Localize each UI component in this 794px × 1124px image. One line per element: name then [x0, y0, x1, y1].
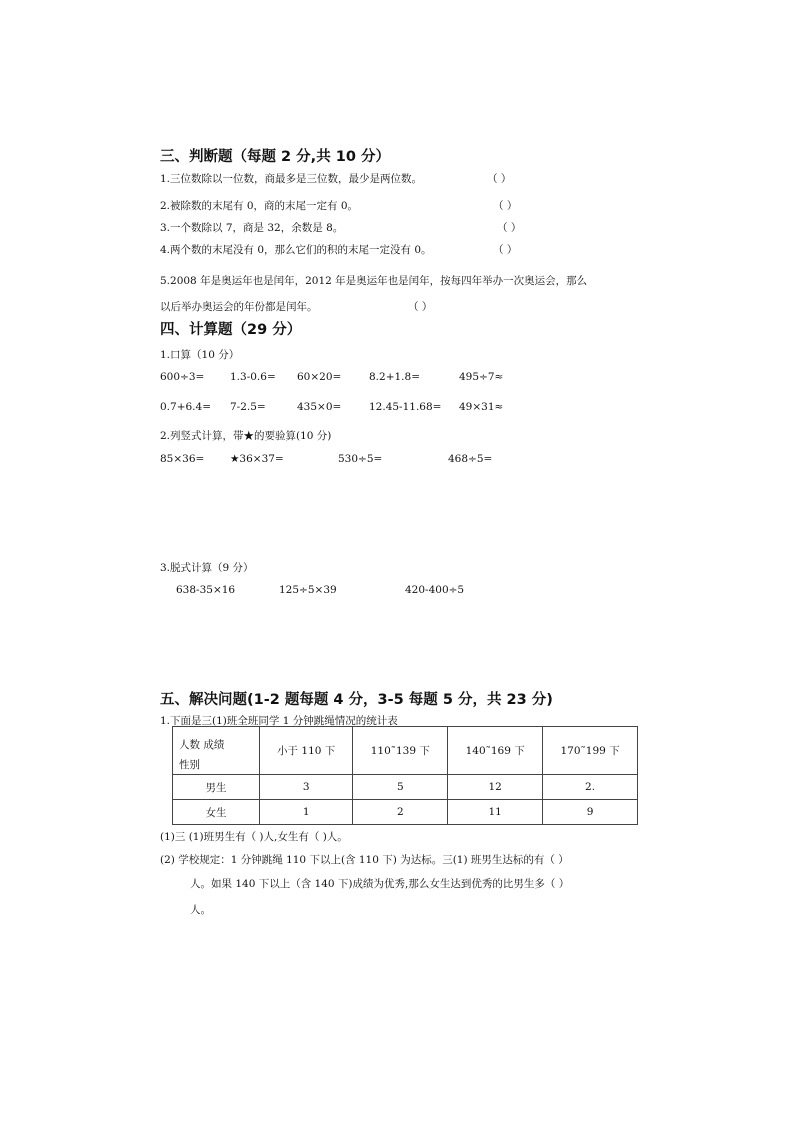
table-corner-cell [173, 727, 260, 775]
oral-calc-item: 1.3-0.6= [230, 371, 276, 383]
problem-1-intro: 1.下面是三(1)班全班同学 1 分钟跳绳情况的统计表 [160, 715, 398, 727]
table-row [173, 800, 638, 825]
vertical-calc-item: 530÷5= [338, 453, 383, 465]
judge-answer-paren-4[interactable]: （ ） [493, 244, 518, 256]
column-header: 小于 110 下 [260, 727, 353, 775]
corner-label-top: 人数 成绩 [179, 739, 225, 751]
table-row [173, 775, 638, 800]
vertical-calc-item: ★36×37= [230, 453, 284, 465]
oral-calc-label: 1.口算（10 分） [160, 349, 240, 361]
oral-calc-item: 7-2.5= [230, 401, 266, 413]
stepwise-calc-item: 125÷5×39 [279, 584, 337, 596]
row-label: 男生 [173, 775, 260, 800]
section3-title: 三、判断题（每题 2 分,共 10 分） [160, 149, 390, 165]
vertical-calc-label: 2.列竖式计算，带★的要验算(10 分) [160, 430, 332, 442]
oral-calc-item: 435×0= [297, 401, 342, 413]
judge-answer-paren-5[interactable]: （ ） [408, 301, 433, 313]
table-cell: 12 [448, 775, 543, 800]
section5-title: 五、解决问题(1-2 题每题 4 分，3-5 每题 5 分，共 23 分) [160, 692, 553, 708]
judge-answer-paren-3[interactable]: （ ） [497, 222, 522, 234]
oral-calc-item: 0.7+6.4= [160, 401, 211, 413]
oral-calc-item: 49×31≈ [459, 401, 504, 413]
judge-item-1: 1.三位数除以一位数，商最多是三位数，最少是两位数。 [160, 173, 423, 185]
oral-calc-item: 12.45-11.68= [369, 401, 442, 413]
table-cell: 2 [353, 800, 448, 825]
stepwise-calc-item: 420-400÷5 [405, 584, 465, 596]
column-header: 170˜199 下 [543, 727, 638, 775]
table-cell: 9 [543, 800, 638, 825]
sub-question-2-line1: (2) 学校规定：1 分钟跳绳 110 下以上(含 110 下) 为达标。三(1) 班男生达标的有（ ） [160, 854, 569, 866]
oral-calc-item: 600÷3= [160, 371, 205, 383]
table-cell: 3 [260, 775, 353, 800]
column-header: 140˜169 下 [448, 727, 543, 775]
judge-item-3: 3.一个数除以 7，商是 32，余数是 8。 [160, 222, 344, 234]
oral-calc-item: 60×20= [297, 371, 342, 383]
stepwise-calc-label: 3.脱式计算（9 分） [160, 562, 254, 574]
table-cell: 5 [353, 775, 448, 800]
table-cell: 2. [543, 775, 638, 800]
corner-label-bottom: 性别 [179, 759, 200, 771]
row-label: 女生 [173, 800, 260, 825]
jump-rope-stats-table [172, 726, 638, 825]
table-cell: 1 [260, 800, 353, 825]
judge-item-5-line1: 5.2008 年是奥运年也是闰年，2012 年是奥运年也是闰年，按每四年举办一次奥运会，那么 [160, 275, 588, 287]
vertical-calc-item: 85×36= [160, 453, 205, 465]
stepwise-calc-item: 638-35×16 [176, 584, 236, 596]
vertical-calc-item: 468÷5= [448, 453, 493, 465]
table-cell: 11 [448, 800, 543, 825]
sub-question-2-line2: 人。如果 140 下以上（含 140 下)成绩为优秀,那么女生达到优秀的比男生多（ ） [190, 878, 570, 890]
oral-calc-item: 495÷7≈ [459, 371, 504, 383]
sub-question-1: (1)三 (1)班男生有（ )人,女生有（ )人。 [160, 831, 348, 843]
judge-item-2: 2.被除数的末尾有 0，商的末尾一定有 0。 [160, 200, 359, 212]
judge-answer-paren-1[interactable]: （ ） [487, 173, 512, 185]
section4-title: 四、计算题（29 分） [160, 322, 302, 338]
judge-item-4: 4.两个数的末尾没有 0，那么它们的积的末尾一定没有 0。 [160, 244, 432, 256]
judge-item-5-line2: 以后举办奥运会的年份都是闰年。 [160, 301, 318, 313]
column-header: 110˜139 下 [353, 727, 448, 775]
sub-question-2-line3: 人。 [190, 904, 211, 916]
oral-calc-item: 8.2+1.8= [369, 371, 420, 383]
judge-answer-paren-2[interactable]: （ ） [493, 200, 518, 212]
table-header-row [173, 727, 638, 775]
